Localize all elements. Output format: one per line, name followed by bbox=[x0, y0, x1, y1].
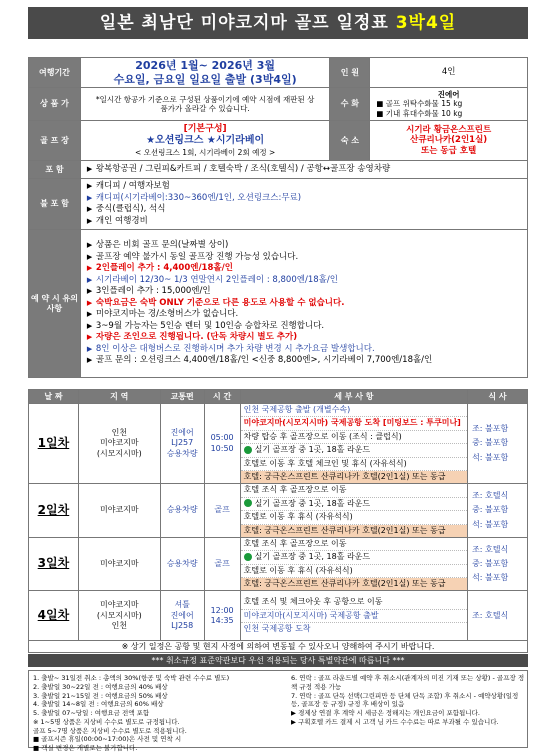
detail-item: 실기 골프장 중 1곳, 18홀 라운드 bbox=[241, 444, 467, 457]
footer-left bbox=[33, 674, 288, 752]
price-text: *일시간 항공가 기준으로 구성된 상품이기에 예약 시점에 재판된 상품가가 올라갈 수 있습니다. bbox=[80, 88, 329, 121]
footer-line: 3. 출발일 21~15일 전 : 여행요금의 50% 배상 bbox=[33, 691, 168, 700]
footer-right bbox=[291, 674, 525, 727]
detail-item: 호텔로 이동 후 휴식 (자유석식) bbox=[241, 565, 467, 578]
header-transport: 교통편 bbox=[160, 390, 204, 404]
detail-item: 미야코지마(시모지시마) 국제공항 출발 bbox=[241, 610, 467, 623]
detail-item: 차량 탑승 후 골프장으로 이동 (조식 : 클럽식) bbox=[241, 431, 467, 444]
header-time: 시 간 bbox=[204, 390, 240, 404]
period-value: 2026년 1월~ 2026년 3월 수요일, 금요일 일요일 출발 (3박4일) bbox=[80, 58, 329, 88]
schedule-table bbox=[28, 389, 528, 641]
time-cell: 골프 bbox=[204, 537, 240, 591]
details-cell bbox=[240, 537, 467, 591]
price-label: 상 품 가 bbox=[29, 88, 81, 121]
detail-item: 호텔: 궁극온스프린트 산큐리나카 호텔(2인1실) 또는 동급 bbox=[241, 578, 467, 590]
footer-line: ■ 골프시즌 휴일(00:00~17:00)은 사전 및 연착 시 bbox=[33, 735, 182, 744]
detail-item: 호텔 조식 후 골프장으로 이동 bbox=[241, 484, 467, 497]
period-label: 여행기간 bbox=[29, 58, 81, 88]
page-title: 일본 최남단 미야코지마 골프 일정표 3박4일 bbox=[28, 7, 528, 39]
baggage-value: 진에어 ■ 골프 위탁수화물 15 kg ■ 기내 휴대수화물 10 kg bbox=[370, 88, 528, 121]
header-details: 세 부 사 항 bbox=[240, 390, 467, 404]
info-table bbox=[28, 57, 528, 378]
detail-item: 호텔 조식 및 체크아웃 후 공항으로 이동 bbox=[241, 596, 467, 609]
footer-line: 골프 5~7명 상품은 지상비 수수료 별도로 적용됩니다. bbox=[33, 726, 187, 735]
footer-line: ※ 1~5명 상품은 지상비 수수료 별도로 규정됩니다. bbox=[33, 717, 180, 726]
cancellation-note: *** 취소규정 표준약관보다 우선 적용되는 당사 특별약관에 따릅니다 *** bbox=[28, 654, 528, 667]
footer-line: 2. 출발일 30~22일 전 : 여행요금의 40% 배상 bbox=[33, 682, 168, 691]
schedule-row bbox=[29, 404, 528, 484]
people-label: 인 원 bbox=[330, 58, 370, 88]
detail-item: 인천 국제공항 도착 bbox=[243, 624, 311, 634]
notes-value: ▶ 상품은 비회 골프 문의(날짜별 상이) ▶ 골프장 예약 불가시 동일 골프장 진행 가능성 있습니다. ▶ 2인플레이 추가 : 4,400엔/18홀/인 ▶ 시기라베이 12/30~ 1/3 연말연시 2인플레이 : 8,800엔/18홀/인 ▶ 3인플레이 추가 : 15,000엔/인 ▶ 숙박요금은 숙박 ONLY 기준으로 다른 용도로 사용할 수 없습니다. ▶ 미야코지마는 경/소형버스가 없습니다. ▶ 3~9월 가능자는 5인승 렌터 및 10인승 승합차로 진행합니다. ▶ 자량은 조인으로 진행됩니다. (단독 차량시 별도 추가) ▶ 8인 이상은 대형버스로 진행하시며 추가 차량 변경 시 추가요금 발생합니다. ▶ 골프 문의 : 오션링크스 4,400엔/18홀/인 <신중 8,800엔>, 시기라베이 7,700엔/18홀/인 bbox=[80, 230, 527, 378]
include-value: ▶ 왕복항공권 / 그린피&카트피 / 호텔숙박 / 조식(호텔식) / 공항↔골프장 송영차량 bbox=[80, 161, 527, 179]
golf-dot-icon bbox=[244, 553, 252, 561]
header-meals: 식 사 bbox=[468, 390, 528, 404]
baggage-label: 수 화 bbox=[330, 88, 370, 121]
golf-dot-icon bbox=[244, 446, 252, 454]
footer-line: ■ 객실 변경은 개별로는 불가합니다. bbox=[33, 744, 138, 752]
transport-cell: 승용차량 bbox=[160, 537, 204, 591]
footer-line: 4. 출발일 14~8일 전 : 여행요금의 60% 배상 bbox=[33, 700, 164, 709]
time-cell: 골프 bbox=[204, 484, 240, 538]
day-label: 2일차 bbox=[29, 484, 79, 538]
details-cell bbox=[240, 484, 467, 538]
region-cell: 미야코지마 (시모지시마) 인천 bbox=[78, 591, 160, 641]
footer-line: ▶ 경제상 연결 후 계약 시 세금은 정해지는 개인요금이 포함됩니다. bbox=[291, 709, 480, 718]
meals-cell: 조: 호텔식 bbox=[468, 591, 528, 641]
detail-item: 인천 국제공항 출발 (개별수속) bbox=[241, 404, 467, 417]
details-cell bbox=[240, 404, 467, 484]
detail-item: 미야코지마(시모지시마) 국제공항 도착 [미팅보드 : 투쿠미나] bbox=[241, 417, 467, 430]
baggage-item: ■ 골프 위탁수화물 15 kg bbox=[376, 99, 463, 109]
people-value: 4인 bbox=[370, 58, 528, 88]
golf-dot-icon bbox=[244, 499, 252, 507]
transport-cell: 승용차량 bbox=[160, 484, 204, 538]
detail-item: 실기 골프장 중 1곳, 18홀 라운드 bbox=[241, 498, 467, 511]
meals-cell: 조: 호텔식 중: 불포함 석: 불포함 bbox=[468, 537, 528, 591]
header-date: 날 짜 bbox=[29, 390, 79, 404]
baggage-item: ■ 기내 휴대수화물 10 kg bbox=[376, 108, 463, 118]
footer-line: ▶ 구획호텔 카드 결제 시 고객 님 카드 수수료는 따로 부과될 수 있습니다. bbox=[291, 717, 499, 726]
footer-terms bbox=[28, 670, 528, 752]
footer-line: 5. 출발일 07~당일 : 여행요금 전액 포함 bbox=[33, 709, 150, 718]
footer-line: 7. 연락 : 골프 단독 선택(그린피만 등 단체 단독 조합) 후 취소시 - 예약상황(일정 등, 골프장 등 규정) 규정 후 배상이 있음 bbox=[291, 691, 519, 709]
schedule-row bbox=[29, 591, 528, 641]
meals-cell: 조: 호텔식 중: 불포함 석: 불포함 bbox=[468, 484, 528, 538]
golf-value: [기본구성] ★오션링크스 ★시기라베이 < 오션링크스 1회, 시기라베이 2회 예정 > bbox=[80, 121, 329, 161]
region-cell: 미야코지마 bbox=[78, 484, 160, 538]
header-region: 지 역 bbox=[78, 390, 160, 404]
transport-cell: 진에어 LJ257 승용차량 bbox=[160, 404, 204, 484]
schedule-row bbox=[29, 484, 528, 538]
footer-line: 6. 연락 : 골프 라운드별 예약 후 취소시(관계자의 미진 기재 또는 상황) - 골프장 정책 규정 적용 가능 bbox=[291, 674, 525, 691]
footer-line: 1. 출발~ 31일전 취소 : 총액의 30%(항공 및 숙박 관련 수수료 별도) bbox=[33, 674, 230, 682]
transport-cell: 셔틀 진에어 LJ258 bbox=[160, 591, 204, 641]
exclude-value: ▶ 캐디피 / 여행자보험 ▶ 캐디피(시기라베이:330~360엔/1인, 오션링크스:무료) ▶ 중식(클럽식), 석식 ▶ 개인 여행경비 bbox=[80, 179, 527, 230]
day-label: 4일차 bbox=[29, 591, 79, 641]
time-cell: 12:00 14:35 bbox=[204, 591, 240, 641]
detail-item: 호텔: 궁극온스프린트 산큐리나카 호텔(2인1실) 또는 동급 bbox=[241, 471, 467, 483]
notes-label: 예 약 시 유의사항 bbox=[29, 230, 81, 378]
detail-item: 호텔: 궁극온스프린트 산큐리나카 호텔(2인1실) 또는 동급 bbox=[241, 525, 467, 537]
detail-item: 실기 골프장 중 1곳, 18홀 라운드 bbox=[241, 551, 467, 564]
time-cell: 05:00 10:50 bbox=[204, 404, 240, 484]
detail-item: 호텔로 이동 후 휴식 (자유석식) bbox=[241, 511, 467, 524]
include-label: 포 함 bbox=[29, 161, 81, 179]
detail-item: 호텔 조식 후 골프장으로 이동 bbox=[241, 538, 467, 551]
schedule-note: ※ 상기 일정은 공항 및 현지 사정에 의하여 변동될 수 있사오니 양해하여 주시기 바랍니다. bbox=[28, 640, 528, 653]
day-label: 3일차 bbox=[29, 537, 79, 591]
meals-cell: 조: 불포함 중: 불포함 석: 불포함 bbox=[468, 404, 528, 484]
hotel-value: 시기라 황금온스프린트 산큐리나카(2인1실) 또는 동급 호텔 bbox=[370, 121, 528, 161]
schedule-row bbox=[29, 537, 528, 591]
detail-item: 호텔로 이동 후 호텔 체크인 및 휴식 (자유석식) bbox=[241, 458, 467, 471]
day-label: 1일차 bbox=[29, 404, 79, 484]
details-cell bbox=[240, 591, 467, 641]
exclude-label: 불 포 함 bbox=[29, 179, 81, 230]
hotel-label: 숙 소 bbox=[330, 121, 370, 161]
golf-label: 골 프 장 bbox=[29, 121, 81, 161]
region-cell: 미야코지마 bbox=[78, 537, 160, 591]
region-cell: 인천 미야코지마 (시모지시마) bbox=[78, 404, 160, 484]
